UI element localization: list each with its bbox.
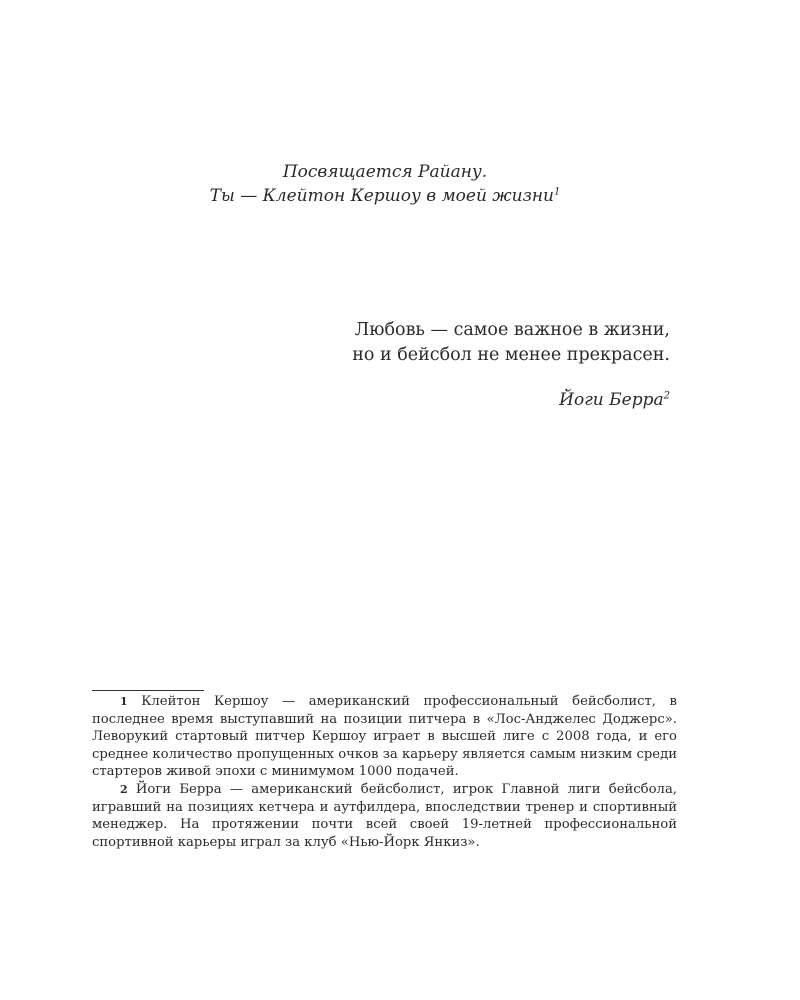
epigraph (352, 318, 670, 368)
dedication-line-1: Посвящается Райану. (282, 162, 488, 182)
attribution-author: Йоги Берра (559, 390, 664, 410)
footnote-divider (92, 690, 204, 691)
footnote-1-text: Клейтон Кершоу — американский профессиональный бейсболист, в последнее время выступавший на позиции питчера в «Лос-Анджелес Доджерс». Леворукий стартовый питчер Кершоу играет в высшей лиге с 2008 года, и его среднее количество пропущенных очков за карьеру является самым низким среди стартеров живой эпохи с минимумом 1000 подачей. (92, 694, 677, 780)
footnote-ref-2: 2 (663, 390, 670, 402)
footnote-2-text: Йоги Берра — американский бейсболист, игрок Главной лиги бейсбола, игравший на позициях кетчера и аутфилдера, впоследствии тренер и спортивный менеджер. На протяжении почти всей своей 19-летней профессиональной спортивной карьеры играл за клуб «Нью-Йорк Янкиз». (92, 781, 677, 850)
dedication (0, 160, 770, 208)
footnote-2-marker: 2 (120, 782, 128, 796)
epigraph-line-1: Любовь — самое важное в жизни, (354, 320, 670, 340)
footnote-1 (92, 693, 677, 781)
dedication-line-2 (0, 184, 770, 208)
footnote-ref-1: 1 (554, 186, 561, 198)
epigraph-line-2: но и бейсбол не менее прекрасен. (352, 345, 670, 365)
dedication-line-2-text: Ты — Клейтон Кершоу в моей жизни (209, 186, 554, 206)
footnote-1-marker: 1 (120, 695, 128, 708)
footnote-2 (92, 781, 677, 851)
epigraph-attribution (559, 388, 670, 412)
footnotes (92, 693, 677, 851)
